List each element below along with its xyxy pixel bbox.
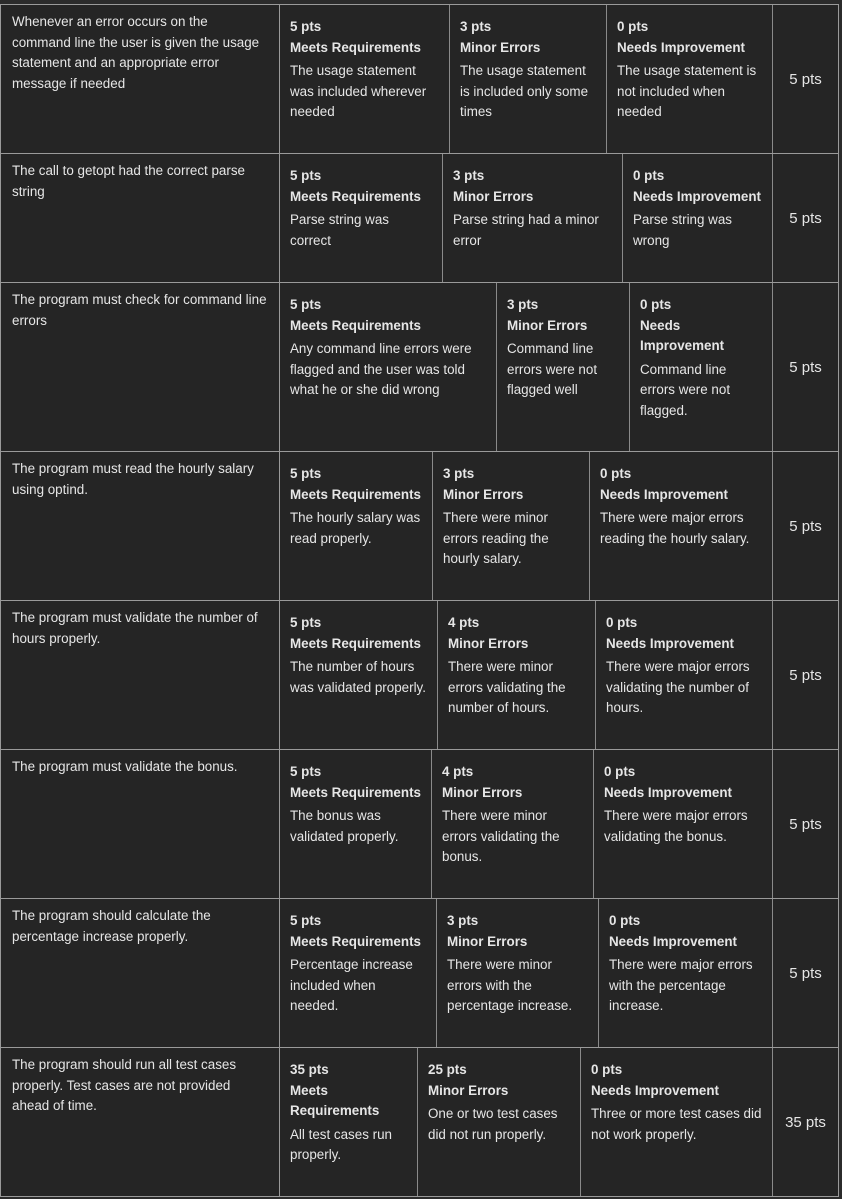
rating-cell[interactable] <box>594 750 772 898</box>
rating-points: 0 pts <box>617 19 649 34</box>
ratings-group <box>280 154 772 282</box>
criterion-row <box>0 898 839 1047</box>
rating-description: There were major errors validating the number of hours. <box>606 659 750 715</box>
rating-points: 0 pts <box>604 764 636 779</box>
rating-description: There were minor errors with the percentage increase. <box>447 957 573 1013</box>
criterion-row <box>0 451 839 600</box>
rating-description: Command line errors were not flagged well <box>507 341 598 397</box>
ratings-group <box>280 899 772 1047</box>
rating-points: 5 pts <box>290 168 322 183</box>
rating-description: One or two test cases did not run properly. <box>428 1106 558 1142</box>
criterion-points: 5 pts <box>772 452 839 600</box>
rating-description: All test cases run properly. <box>290 1126 392 1162</box>
rating-cell[interactable] <box>497 283 630 451</box>
rating-title: Needs Improvement <box>640 317 725 353</box>
rating-description: Three or more test cases did not work properly. <box>591 1106 762 1142</box>
rating-cell[interactable] <box>443 154 623 282</box>
rating-title: Needs Improvement <box>609 933 737 949</box>
rating-title: Minor Errors <box>447 933 528 949</box>
rating-description: Any command line errors were flagged and the user was told what he or she did wrong <box>290 341 472 397</box>
rating-title: Meets Requirements <box>290 635 421 651</box>
rating-cell[interactable] <box>599 899 772 1047</box>
rating-cell[interactable] <box>596 601 772 749</box>
rating-points: 0 pts <box>609 913 641 928</box>
rating-cell[interactable] <box>280 5 450 153</box>
rating-title: Needs Improvement <box>633 188 761 204</box>
rating-cell[interactable] <box>433 452 590 600</box>
rating-points: 3 pts <box>447 913 479 928</box>
criterion-description: Whenever an error occurs on the command line the user is given the usage statement and an appropriate error message if needed <box>0 5 280 153</box>
rating-title: Needs Improvement <box>617 39 745 55</box>
rating-cell[interactable] <box>607 5 772 153</box>
rating-description: The usage statement is included only some times <box>460 63 589 119</box>
criterion-points: 5 pts <box>772 5 839 153</box>
criterion-points: 5 pts <box>772 154 839 282</box>
rating-cell[interactable] <box>581 1048 772 1196</box>
criterion-row <box>0 4 839 153</box>
rating-description: There were major errors reading the hourly salary. <box>600 510 750 546</box>
rating-description: There were minor errors validating the number of hours. <box>448 659 566 715</box>
rating-title: Needs Improvement <box>606 635 734 651</box>
rating-cell[interactable] <box>280 750 432 898</box>
rating-cell[interactable] <box>450 5 607 153</box>
rating-title: Minor Errors <box>448 635 529 651</box>
rating-title: Needs Improvement <box>591 1082 719 1098</box>
rating-title: Meets Requirements <box>290 1082 380 1118</box>
rating-title: Needs Improvement <box>604 784 732 800</box>
criterion-points: 5 pts <box>772 899 839 1047</box>
criterion-row <box>0 282 839 451</box>
rating-description: The number of hours was validated properly. <box>290 659 426 695</box>
rating-cell[interactable] <box>437 899 599 1047</box>
criterion-row <box>0 1047 839 1196</box>
rating-cell[interactable] <box>280 154 443 282</box>
criterion-row <box>0 153 839 282</box>
rating-cell[interactable] <box>280 283 497 451</box>
rating-title: Minor Errors <box>442 784 523 800</box>
ratings-group <box>280 283 772 451</box>
rating-title: Meets Requirements <box>290 933 421 949</box>
rating-cell[interactable] <box>438 601 596 749</box>
rating-description: The bonus was validated properly. <box>290 808 399 844</box>
rating-points: 0 pts <box>600 466 632 481</box>
rating-description: Parse string had a minor error <box>453 212 599 248</box>
criterion-description: The call to getopt had the correct parse string <box>0 154 280 282</box>
rating-cell[interactable] <box>280 452 433 600</box>
rating-description: There were major errors validating the bonus. <box>604 808 748 844</box>
rating-description: Command line errors were not flagged. <box>640 361 731 418</box>
rating-points: 3 pts <box>443 466 475 481</box>
rating-cell[interactable] <box>280 1048 418 1196</box>
rating-description: There were minor errors reading the hourly salary. <box>443 510 549 566</box>
rating-points: 25 pts <box>428 1062 467 1077</box>
rating-title: Minor Errors <box>453 188 534 204</box>
rating-title: Minor Errors <box>507 317 588 333</box>
rating-points: 3 pts <box>507 297 539 312</box>
rating-cell[interactable] <box>623 154 772 282</box>
rating-points: 5 pts <box>290 615 322 630</box>
rating-description: The usage statement is not included when needed <box>617 63 757 119</box>
criterion-description: The program should calculate the percentage increase properly. <box>0 899 280 1047</box>
rating-description: The usage statement was included wherever needed <box>290 63 427 119</box>
criterion-points: 5 pts <box>772 283 839 451</box>
rating-points: 3 pts <box>460 19 492 34</box>
criterion-description: The program must validate the bonus. <box>0 750 280 898</box>
criterion-description: The program must check for command line errors <box>0 283 280 451</box>
rating-points: 3 pts <box>453 168 485 183</box>
rating-points: 5 pts <box>290 297 322 312</box>
rating-title: Meets Requirements <box>290 39 421 55</box>
rating-cell[interactable] <box>590 452 772 600</box>
rating-points: 5 pts <box>290 466 322 481</box>
rating-points: 0 pts <box>633 168 665 183</box>
rating-points: 5 pts <box>290 913 322 928</box>
rating-points: 35 pts <box>290 1062 329 1077</box>
rating-points: 5 pts <box>290 19 322 34</box>
rating-cell[interactable] <box>630 283 772 451</box>
rating-title: Minor Errors <box>443 486 524 502</box>
rating-points: 0 pts <box>606 615 638 630</box>
rating-points: 5 pts <box>290 764 322 779</box>
criterion-description: The program must validate the number of hours properly. <box>0 601 280 749</box>
rating-cell[interactable] <box>418 1048 581 1196</box>
ratings-group <box>280 601 772 749</box>
rating-title: Meets Requirements <box>290 188 421 204</box>
criterion-description: The program should run all test cases properly. Test cases are not provided ahead of time. <box>0 1048 280 1196</box>
criterion-description: The program must read the hourly salary using optind. <box>0 452 280 600</box>
criterion-points: 5 pts <box>772 601 839 749</box>
rating-points: 0 pts <box>640 297 672 312</box>
rating-description: Parse string was correct <box>290 212 389 248</box>
criterion-row <box>0 600 839 749</box>
rating-title: Meets Requirements <box>290 317 421 333</box>
rating-title: Meets Requirements <box>290 486 421 502</box>
rating-description: Parse string was wrong <box>633 212 732 248</box>
rating-description: There were major errors with the percentage increase. <box>609 957 753 1013</box>
rating-description: There were minor errors validating the bonus. <box>442 808 560 864</box>
ratings-group <box>280 1048 772 1196</box>
criterion-points: 5 pts <box>772 750 839 898</box>
criterion-points: 35 pts <box>772 1048 839 1196</box>
ratings-group <box>280 452 772 600</box>
table-bottom-border <box>0 1196 839 1197</box>
ratings-group <box>280 5 772 153</box>
rating-cell[interactable] <box>280 601 438 749</box>
rating-description: The hourly salary was read properly. <box>290 510 421 546</box>
rating-cell[interactable] <box>432 750 594 898</box>
rating-title: Needs Improvement <box>600 486 728 502</box>
rating-title: Minor Errors <box>460 39 541 55</box>
rating-title: Minor Errors <box>428 1082 509 1098</box>
criterion-row <box>0 749 839 898</box>
rating-title: Meets Requirements <box>290 784 421 800</box>
rating-description: Percentage increase included when needed. <box>290 957 413 1013</box>
rating-cell[interactable] <box>280 899 437 1047</box>
rating-points: 4 pts <box>448 615 480 630</box>
ratings-group <box>280 750 772 898</box>
rating-points: 4 pts <box>442 764 474 779</box>
rating-points: 0 pts <box>591 1062 623 1077</box>
